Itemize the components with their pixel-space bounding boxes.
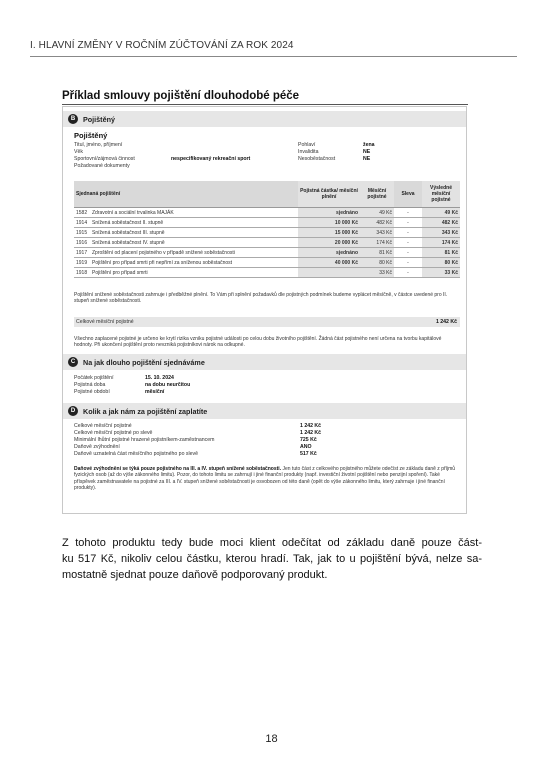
section-d-badge: D [68, 406, 78, 416]
row-premium: 49 Kč [360, 208, 394, 218]
row-name: Snížená soběstačnost III. stupně [90, 228, 298, 238]
table-row [74, 268, 460, 278]
premium-info-text: Všechno zaplacené pojistné je určeno ke krytí rizika vzniku pojistné události po celou dobu životního pojištění. Žádná část pojistného není určena na tvorbu kapitálové hodnoty. Při ukončení pojištění proto nevzniká pojistníkovi nárok na odkupné. [74, 336, 442, 349]
field-value: NE [363, 149, 371, 155]
row-name: Pojištění pro případ smrti při nepřímí za sníženou soběstačnost [90, 258, 298, 268]
row-code: 1919 [74, 258, 90, 268]
row-amount: 40 000 Kč [298, 258, 360, 268]
row-name: Snížená soběstačnost II. stupně [90, 218, 298, 228]
field-value: 517 Kč [300, 451, 317, 457]
row-code: 1914 [74, 218, 90, 228]
field-label: Nesoběstačnost [298, 156, 336, 162]
field-value: měsíční [145, 389, 165, 395]
row-amount [298, 268, 360, 278]
section-b-title: Pojištěný [83, 114, 115, 124]
col-header: Sjednaná pojištění [74, 181, 298, 208]
row-code: 1915 [74, 228, 90, 238]
section-c-badge: C [68, 357, 78, 367]
field-label: Minimální lhůtní pojistné hrazené pojistníkem-zaměstnancem [74, 437, 215, 443]
row-amount: 10 000 Kč [298, 218, 360, 228]
field-value: 15. 10. 2024 [145, 375, 174, 381]
running-head: I. HLAVNÍ ZMĚNY V ROČNÍM ZÚČTOVÁNÍ ZA ROK 2024 [30, 40, 294, 51]
table-row [74, 238, 460, 248]
row-code: 1918 [74, 268, 90, 278]
col-header: Výsledné měsíční pojistné [422, 181, 460, 208]
field-value: na dobu neurčitou [145, 382, 191, 388]
section-c-header [63, 354, 466, 370]
col-header: Měsíční pojistné [360, 181, 394, 208]
total-row [74, 317, 460, 327]
row-discount: - [394, 258, 422, 268]
row-result: 482 Kč [422, 218, 460, 228]
body-paragraph [62, 535, 482, 583]
page-number: 18 [265, 733, 278, 745]
field-value: 725 Kč [300, 437, 317, 443]
row-result: 174 Kč [422, 238, 460, 248]
field-value: ANO [300, 444, 312, 450]
tax-note-lead: Daňové zvýhodnění se týká pouze pojistného na III. a IV. stupeň snížené soběstačnosti. [74, 466, 282, 472]
row-result: 33 Kč [422, 268, 460, 278]
body-line: mostatně sjednat pouze daňově podporovaný produkt. [62, 569, 328, 581]
row-result: 80 Kč [422, 258, 460, 268]
field-label: Daňově uznatelná část měsíčního pojistného po slevě [74, 451, 199, 457]
field-label: Počátek pojištění [74, 375, 114, 381]
row-premium: 81 Kč [360, 248, 394, 258]
row-discount: - [394, 218, 422, 228]
row-name: Zdravotní a sociální trvalinka MAJÁK [90, 208, 298, 218]
table-row [74, 248, 460, 258]
row-discount: - [394, 228, 422, 238]
table-row [74, 208, 460, 218]
total-value: 1 242 Kč [435, 319, 457, 325]
section-c-title: Na jak dlouho pojištění sjednáváme [83, 357, 205, 367]
contract-excerpt [62, 106, 467, 514]
row-code: 1916 [74, 238, 90, 248]
section-title: Příklad smlouvy pojištění dlouhodobé péče [62, 90, 300, 102]
field-label: Daňově zvýhodnění [74, 444, 120, 450]
insured-subtitle: Pojištěný [74, 131, 108, 140]
table-header-row [74, 181, 460, 208]
row-premium: 343 Kč [360, 228, 394, 238]
row-discount: - [394, 238, 422, 248]
section-d-header [63, 403, 466, 419]
field-label: Pojistná doba [74, 382, 106, 388]
section-title-rule [62, 104, 468, 105]
field-label: Pohlaví [298, 142, 316, 148]
row-amount: sjednáno [298, 208, 360, 218]
row-name: Zproštění od placení pojistného v případě snížené soběstačnosti [90, 248, 298, 258]
tax-note [74, 466, 458, 492]
body-line: ku 517 Kč, nikoliv celou částku, kterou hradí. Tak, jak to u pojištění bývá, nelze sa- [62, 553, 482, 565]
row-discount: - [394, 268, 422, 278]
row-premium: 482 Kč [360, 218, 394, 228]
field-value: 1 242 Kč [300, 423, 322, 429]
row-name: Snížená soběstačnost IV. stupně [90, 238, 298, 248]
row-discount: - [394, 248, 422, 258]
row-premium: 33 Kč [360, 268, 394, 278]
row-amount: sjednáno [298, 248, 360, 258]
row-discount: - [394, 208, 422, 218]
body-line: Z tohoto produktu tedy bude moci klient odečítat od základu daně pouze část- [62, 537, 482, 549]
field-value: nespecifikovaný rekreační sport [171, 156, 251, 162]
col-header: Sleva [394, 181, 422, 208]
section-b-badge: B [68, 114, 78, 124]
note-text: Pojištění snížené soběstačnosti zahrnuje i předběžné plnění. To Vám při splnění požadavků dle pojistných podmínek budeme vyplácet měsíčně, v částce uvedené pro II. stupeň snížené soběstačnosti. [74, 292, 448, 305]
header-rule [30, 56, 517, 57]
col-header: Pojistná částka/ měsíční plnění [298, 181, 360, 208]
table-row [74, 228, 460, 238]
tax-note-rest: Jen tuto část z celkového pojistného můžete odečíst ze základu daně z příjmů fyzických osob (až do výše zákonného limitu). Pozor, do tohoto limitu se zahrnují i jiné finanční produkty (např. investiční životní pojištění nebo penzijní spoření). Také příspěvek zaměstnavatele na pojistné za III. a IV. stupeň snížené soběstačnosti je osvobozen od této daně (opět do výše zákonného limitu, který zahrnuje i jiné finanční produkty). [74, 466, 456, 492]
row-result: 343 Kč [422, 228, 460, 238]
row-result: 49 Kč [422, 208, 460, 218]
field-label: Celkové měsíční pojistné po slevě [74, 430, 153, 436]
field-label: Celkové měsíční pojistné [74, 423, 132, 429]
field-value: NE [363, 156, 371, 162]
table-row [74, 258, 460, 268]
field-label: Sportovní/zájmová činnost [74, 156, 135, 162]
section-d-title: Kolik a jak nám za pojištění zaplatíte [83, 406, 208, 416]
row-premium: 80 Kč [360, 258, 394, 268]
row-code: 1917 [74, 248, 90, 258]
field-label: Pojistné období [74, 389, 110, 395]
field-label: Věk [74, 149, 83, 155]
total-label: Celkové měsíční pojistné [76, 319, 134, 325]
row-amount: 15 000 Kč [298, 228, 360, 238]
row-result: 81 Kč [422, 248, 460, 258]
table-row [74, 218, 460, 228]
row-amount: 20 000 Kč [298, 238, 360, 248]
field-label: Požadované dokumenty [74, 163, 130, 169]
row-name: Pojištění pro případ smrti [90, 268, 298, 278]
field-label: Titul, jméno, příjmení [74, 142, 123, 148]
row-code: 1582 [74, 208, 90, 218]
field-value: 1 242 Kč [300, 430, 322, 436]
row-premium: 174 Kč [360, 238, 394, 248]
section-b-header [63, 111, 466, 127]
insurance-table [74, 181, 460, 278]
field-label: Invalidita [298, 149, 319, 155]
field-value: žena [363, 142, 375, 148]
